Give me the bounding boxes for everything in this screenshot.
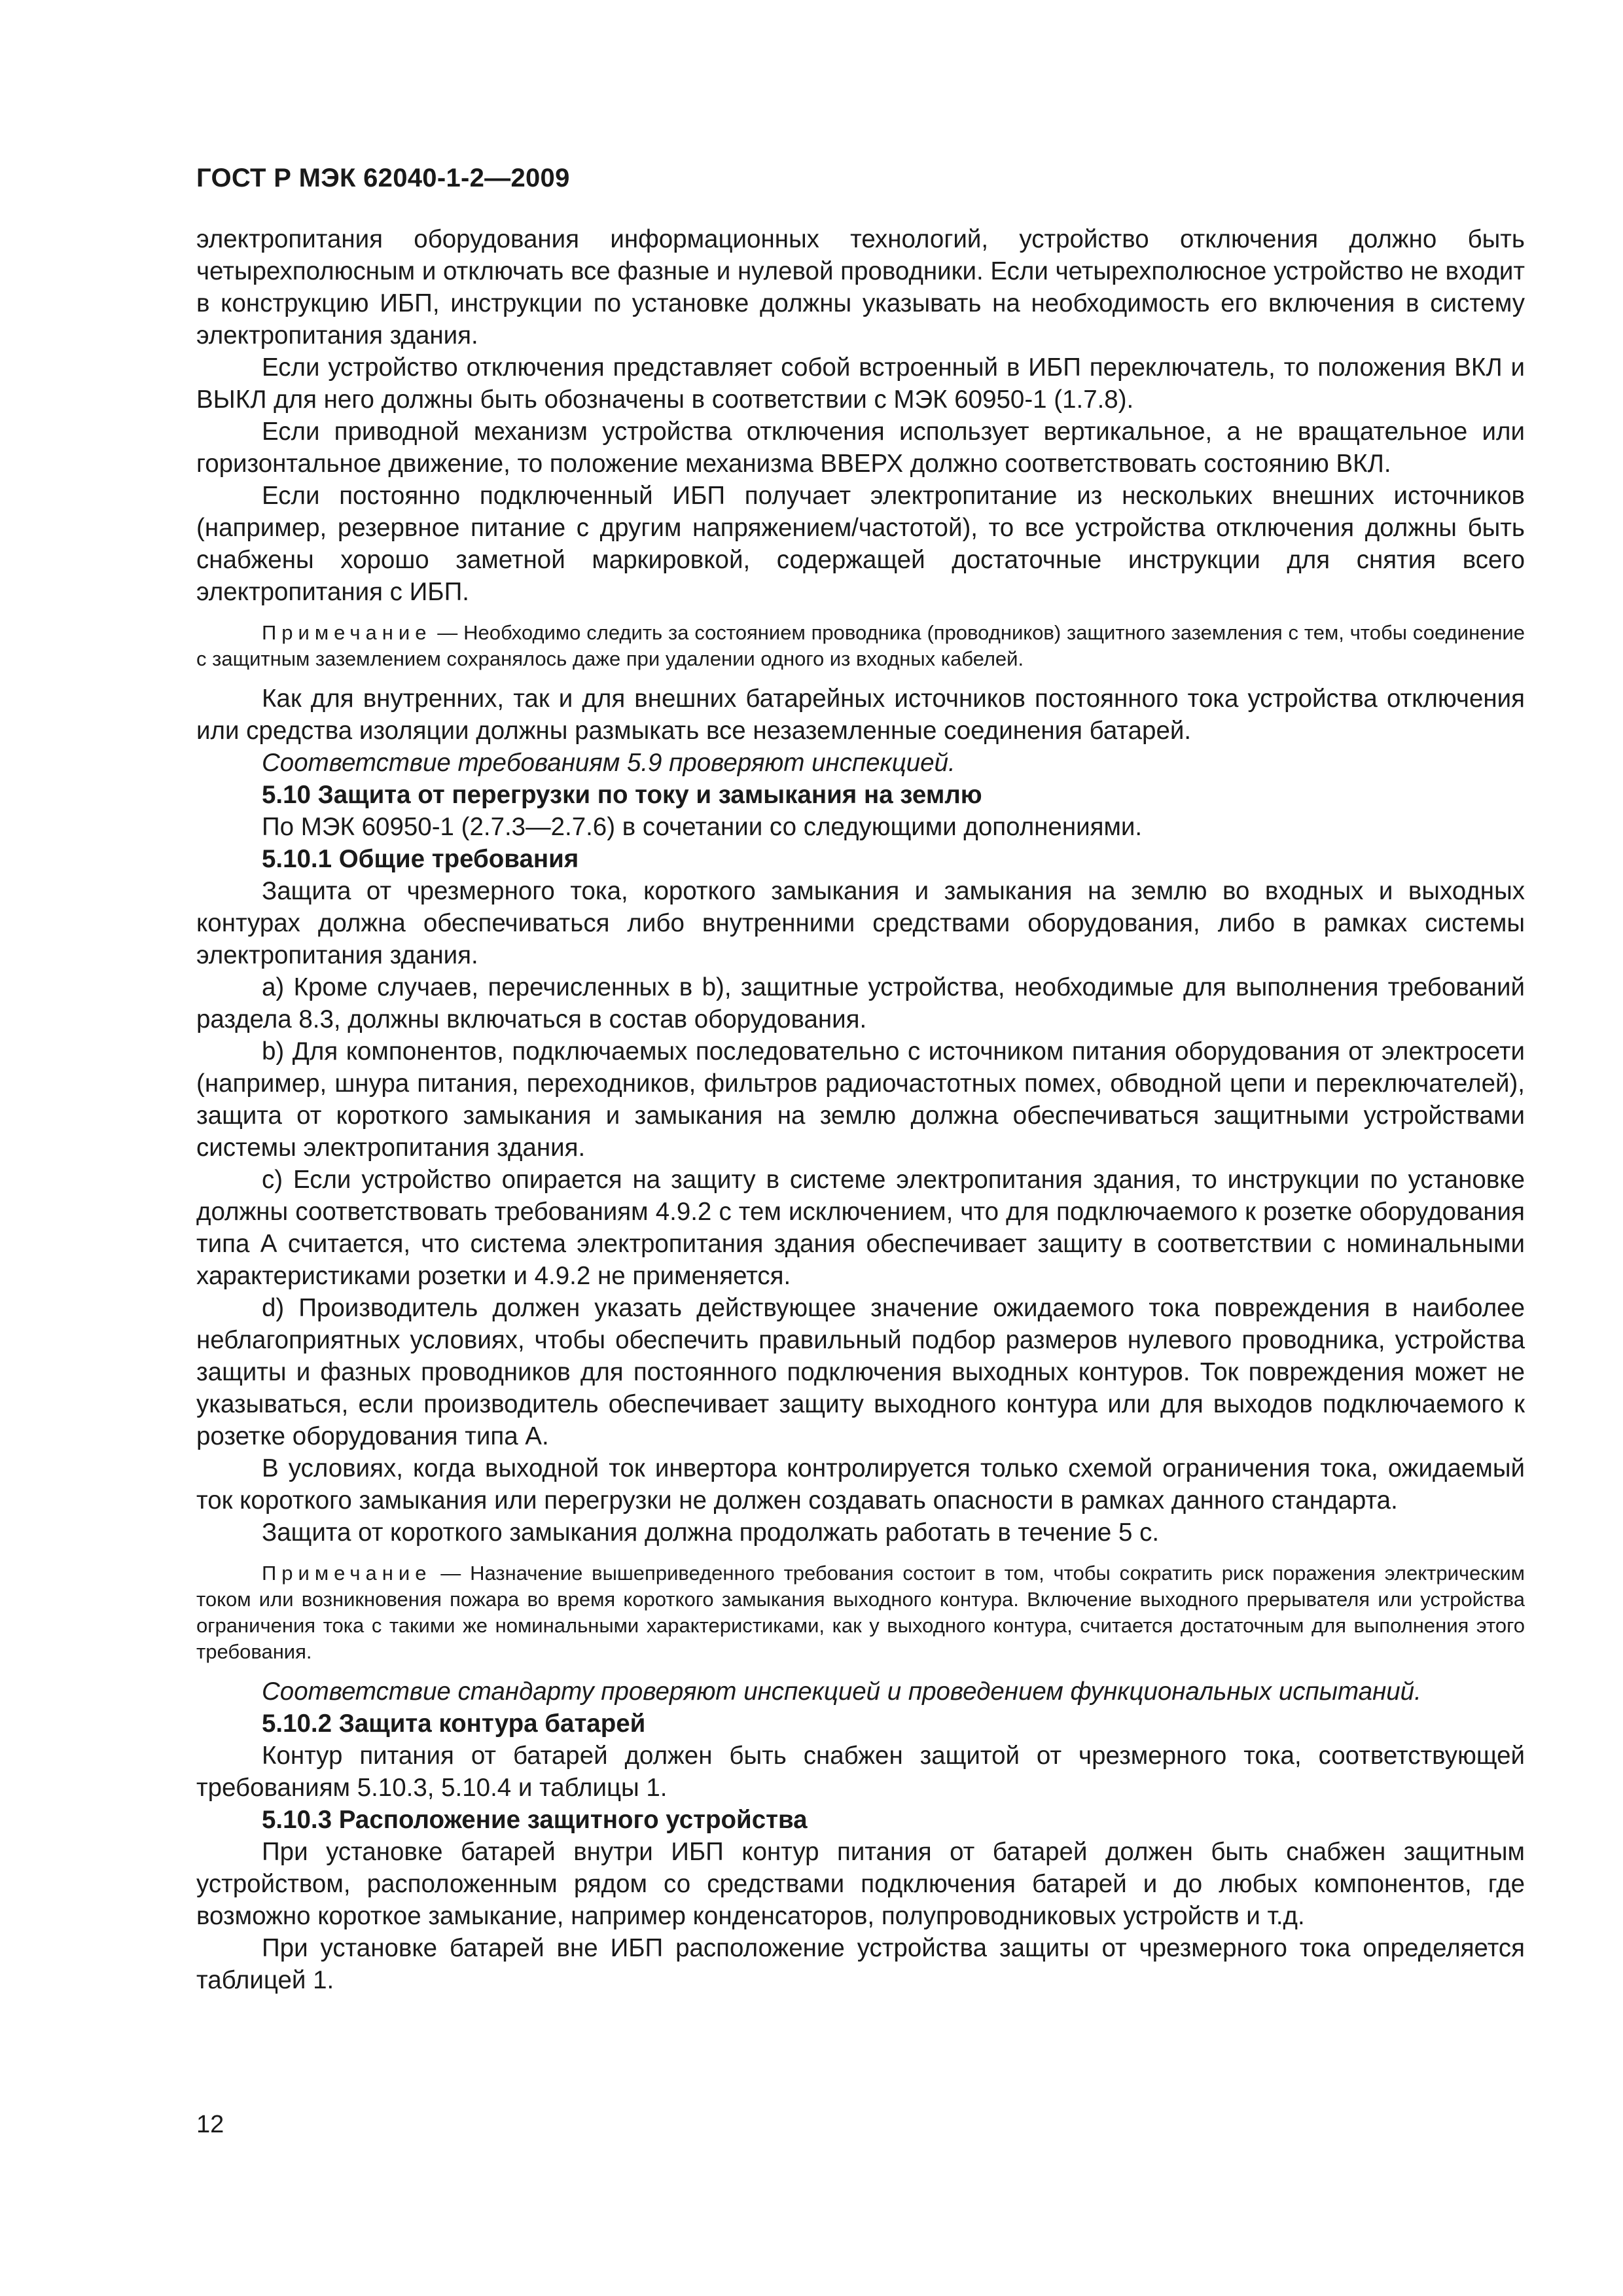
section-heading: 5.10.3 Расположение защитного устройства [262,1806,808,1834]
section-heading: 5.10 Защита от перегрузки по току и замыкания на землю [262,781,982,809]
compliance-statement: Соответствие требованиям 5.9 проверяют инспекцией. [262,749,955,777]
paragraph: По МЭК 60950-1 (2.7.3—2.7.6) в сочетании со следующими дополнениями. [262,813,1143,841]
document-header: ГОСТ Р МЭК 62040-1-2—2009 [196,164,570,192]
section-heading: 5.10.2 Защита контура батарей [262,1710,646,1738]
paragraph: Контур питания от батарей должен быть снабжен защитой от чрезмерного тока, соответствующей требованиям 5.10.3, 5.10.4 и таблицы 1. [196,1742,1525,1802]
list-item: d) Производитель должен указать действующее значение ожидаемого тока повреждения в наиболее неблагоприятных условиях, чтобы обеспечить правильный подбор размеров нулевого проводника, устройства защиты и фазных проводников для постоянного подключения выходных контуров. Ток повреждения может не указываться, если производитель обеспечивает защиту выходного контура или для выходов подключаемого к розетке оборудования типа А. [196,1294,1525,1450]
paragraph: электропитания оборудования информационных технологий, устройство отключения должно быть четырехполюсным и отключать все фазные и нулевой проводники. Если четырехполюсное устройство не входит в конструкцию ИБП, инструкции по установке должны указывать на необходимость его включения в систему электропитания здания. [196,225,1525,350]
list-item: a) Кроме случаев, перечисленных в b), защитные устройства, необходимые для выполнения требований раздела 8.3, должны включаться в состав оборудования. [196,973,1525,1033]
paragraph: Защита от чрезмерного тока, короткого замыкания и замыкания на землю во входных и выходных контурах должна обеспечиваться либо внутренними средствами оборудования, либо в рамках системы электропитания здания. [196,877,1525,969]
compliance-statement: Соответствие стандарту проверяют инспекцией и проведением функциональных испытаний. [262,1677,1421,1706]
paragraph: При установке батарей вне ИБП расположение устройства защиты от чрезмерного тока определяется таблицей 1. [196,1934,1525,1994]
paragraph: Если приводной механизм устройства отключения использует вертикальное, а не вращательное или горизонтальное движение, то положение механизма ВВЕРХ должно соответствовать состоянию ВКЛ. [196,418,1525,478]
section-heading: 5.10.1 Общие требования [262,845,579,873]
note-label: Примечание [262,1562,432,1585]
note-label: Примечание [262,621,432,644]
paragraph: При установке батарей внутри ИБП контур питания от батарей должен быть снабжен защитным устройством, расположенным рядом со средствами подключения батарей и до любых компонентов, где возможно короткое замыкание, например конденсаторов, полупроводниковых устройств и т.д. [196,1838,1525,1930]
paragraph: Если устройство отключения представляет собой встроенный в ИБП переключатель, то положения ВКЛ и ВЫКЛ для него должны быть обозначены в соответствии с МЭК 60950-1 (1.7.8). [196,353,1525,414]
list-item: b) Для компонентов, подключаемых последовательно с источником питания оборудования от электросети (например, шнура питания, переходников, фильтров радиочастотных помех, обводной цепи и переключателей), защита от короткого замыкания и замыкания на землю должна обеспечиваться защитными устройствами системы электропитания здания. [196,1037,1525,1162]
note-text: — Назначение вышеприведенного требования состоит в том, чтобы сократить риск поражения электрическим током или возникновения пожара во время короткого замыкания выходного контура. Включение выходного прерывателя или устройства ограничения тока с такими же номинальными характеристиками, как у выходного контура, считается достаточным для выполнения этого требования. [196,1562,1525,1663]
page-number: 12 [196,2111,224,2138]
paragraph: Защита от короткого замыкания должна продолжать работать в течение 5 с. [262,1518,1160,1547]
note [196,1560,1525,1665]
paragraph: В условиях, когда выходной ток инвертора контролируется только схемой ограничения тока, ожидаемый ток короткого замыкания или перегрузки не должен создавать опасности в рамках данного стандарта. [196,1454,1525,1515]
paragraph: Как для внутренних, так и для внешних батарейных источников постоянного тока устройства отключения или средства изоляции должны размыкать все незаземленные соединения батарей. [196,685,1525,745]
list-item: c) Если устройство опирается на защиту в системе электропитания здания, то инструкции по установке должны соответствовать требованиям 4.9.2 с тем исключением, что для подключаемого к розетке оборудования типа А считается, что система электропитания здания обеспечивает защиту в соответствии с номинальными характеристиками розетки и 4.9.2 не применяется. [196,1166,1525,1290]
note-text: — Необходимо следить за состоянием проводника (проводников) защитного заземления с тем, чтобы соединение с защитным заземлением сохранялось даже при удалении одного из входных кабелей. [196,621,1525,670]
note [196,620,1525,672]
paragraph: Если постоянно подключенный ИБП получает электропитание из нескольких внешних источников (например, резервное питание с другим напряжением/частотой), то все устройства отключения должны быть снабжены хорошо заметной маркировкой, содержащей достаточные инструкции для снятия всего электропитания с ИБП. [196,482,1525,606]
